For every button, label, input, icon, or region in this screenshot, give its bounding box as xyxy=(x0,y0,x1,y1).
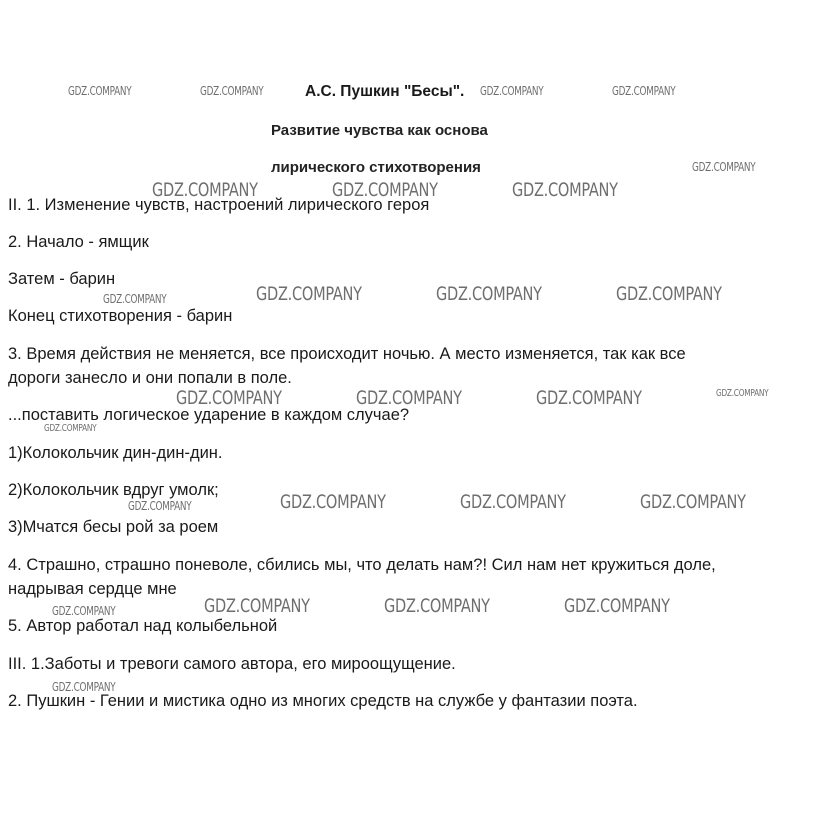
watermark: GDZ.COMPANY xyxy=(564,595,670,617)
watermark: GDZ.COMPANY xyxy=(128,499,192,513)
text-line: Конец стихотворения - барин xyxy=(8,307,233,325)
watermark: GDZ.COMPANY xyxy=(152,179,258,201)
document-subtitle-line1: Развитие чувства как основа xyxy=(271,122,488,139)
text-line: ...поставить логическое ударение в каждом случае? xyxy=(8,406,410,424)
watermark: GDZ.COMPANY xyxy=(436,283,542,305)
watermark: GDZ.COMPANY xyxy=(692,160,756,174)
watermark: GDZ.COMPANY xyxy=(384,595,490,617)
document-title: А.С. Пушкин "Бесы". xyxy=(305,83,465,100)
watermark: GDZ.COMPANY xyxy=(512,179,618,201)
text-line: 2. Начало - ямщик xyxy=(8,233,149,251)
text-line: 4. Страшно, страшно поневоле, сбились мы, что делать нам?! Сил нам нет кружиться доле, xyxy=(8,556,716,574)
watermark: GDZ.COMPANY xyxy=(536,387,642,409)
watermark: GDZ.COMPANY xyxy=(204,595,310,617)
watermark: GDZ.COMPANY xyxy=(332,179,438,201)
text-line: 3)Мчатся бесы рой за роем xyxy=(8,518,219,536)
watermark: GDZ.COMPANY xyxy=(356,387,462,409)
watermark: GDZ.COMPANY xyxy=(616,283,722,305)
watermark: GDZ.COMPANY xyxy=(200,84,264,98)
watermark: GDZ.COMPANY xyxy=(52,680,116,694)
text-line: III. 1.Заботы и тревоги самого автора, его мироощущение. xyxy=(8,655,456,673)
watermark: GDZ.COMPANY xyxy=(716,388,769,399)
watermark: GDZ.COMPANY xyxy=(52,604,116,618)
text-line: II. 1. Изменение чувств, настроений лирического героя xyxy=(8,196,430,214)
watermark: GDZ.COMPANY xyxy=(480,84,544,98)
watermark: GDZ.COMPANY xyxy=(176,387,282,409)
watermark: GDZ.COMPANY xyxy=(256,283,362,305)
text-line: 3. Время действия не меняется, все происходит ночью. А место изменяется, так как все xyxy=(8,345,686,363)
document-subtitle-line2: лирического стихотворения xyxy=(271,159,481,176)
watermark: GDZ.COMPANY xyxy=(280,491,386,513)
watermark: GDZ.COMPANY xyxy=(640,491,746,513)
text-line: надрывая сердце мне xyxy=(8,580,177,598)
text-line: дороги занесло и они попали в поле. xyxy=(8,369,292,387)
text-line: Затем - барин xyxy=(8,270,116,288)
text-line: 2. Пушкин - Гении и мистика одно из многих средств на службе у фантазии поэта. xyxy=(8,692,638,710)
watermark: GDZ.COMPANY xyxy=(612,84,676,98)
watermark: GDZ.COMPANY xyxy=(460,491,566,513)
watermark: GDZ.COMPANY xyxy=(44,423,97,434)
text-line: 1)Колокольчик дин-дин-дин. xyxy=(8,444,223,462)
watermark: GDZ.COMPANY xyxy=(68,84,132,98)
text-line: 2)Колокольчик вдруг умолк; xyxy=(8,481,219,499)
watermark: GDZ.COMPANY xyxy=(103,292,167,306)
text-line: 5. Автор работал над колыбельной xyxy=(8,617,278,635)
